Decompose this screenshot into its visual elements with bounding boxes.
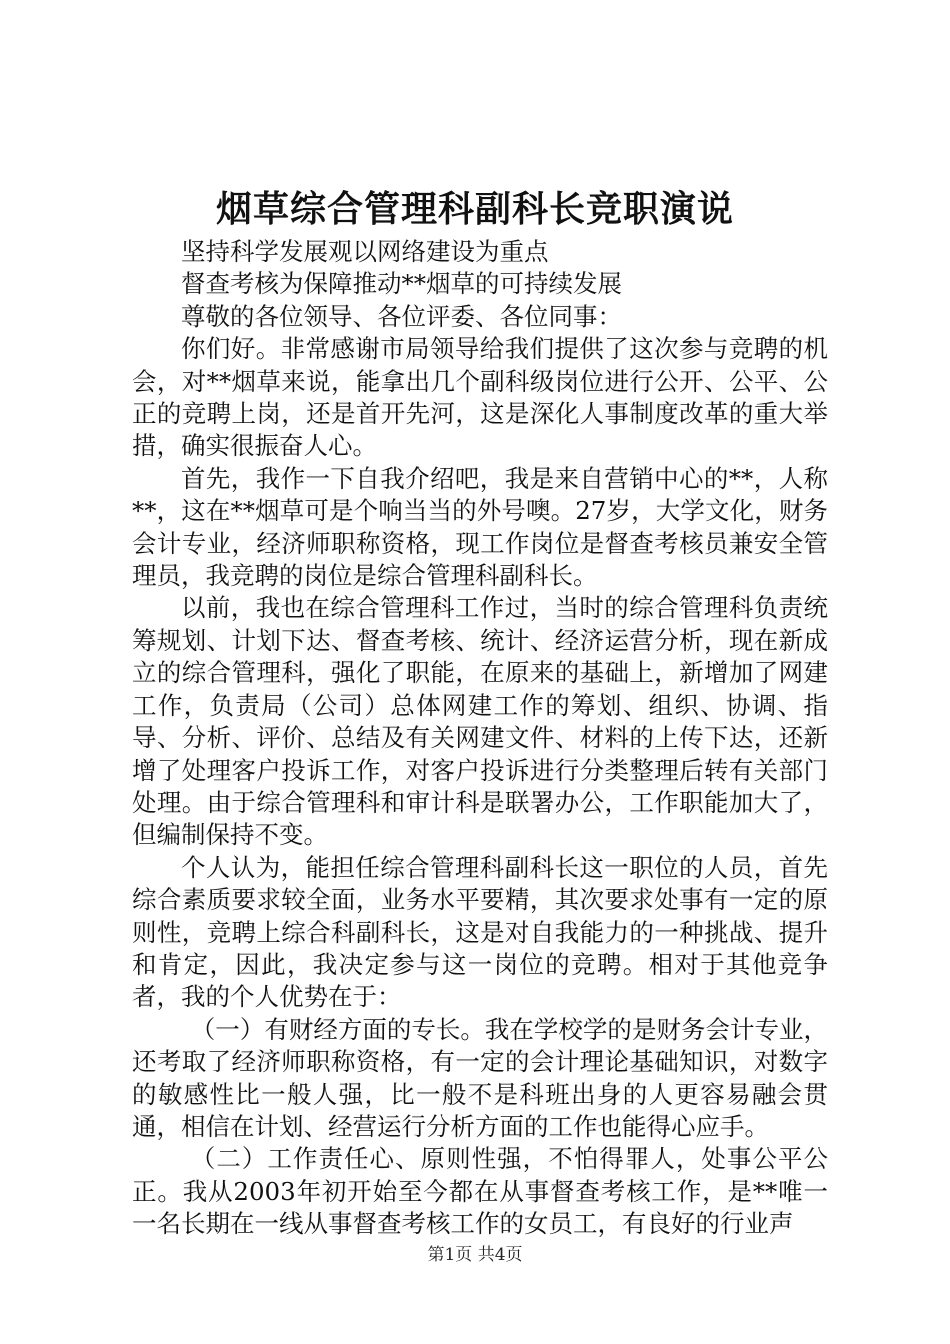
paragraph-advantage-1: （一）有财经方面的专长。我在学校学的是财务会计专业，还考取了经济师职称资格，有一定的会计理论基础知识，对数字的敏感性比一般人强，比一般不是科班出身的人更容易融会贯通，相信在计划、经营运行分析方面的工作也能得心应手。 [132,1014,828,1141]
paragraph-greeting: 你们好。非常感谢市局领导给我们提供了这次参与竞聘的机会，对**烟草来说，能拿出几个副科级岗位进行公开、公平、公正的竞聘上岗，还是首开先河，这是深化人事制度改革的重大举措，确实很振奋人心。 [132,334,828,461]
paragraph-theme-line-1: 坚持科学发展观以网络建设为重点 [181,237,549,266]
document-body [132,236,828,1241]
paragraph-theme-line-2: 督查考核为保障推动**烟草的可持续发展 [181,269,622,299]
paragraph-department-background: 以前，我也在综合管理科工作过，当时的综合管理科负责统筹规划、计划下达、督查考核、统计、经济运营分析，现在新成立的综合管理科，强化了职能，在原来的基础上，新增加了网建工作，负责局（公司）总体网建工作的筹划、组织、协调、指导、分析、评价、总结及有关网建文件、材料的上传下达，还新增了处理客户投诉工作，对客户投诉进行分类整理后转有关部门处理。由于综合管理科和审计科是联署办公，工作职能加大了，但编制保持不变。 [132,593,828,850]
paragraph-position-requirements: 个人认为，能担任综合管理科副科长这一职位的人员，首先综合素质要求较全面，业务水平要精，其次要求处事有一定的原则性，竞聘上综合科副科长，这是对自我能力的一种挑战、提升和肯定，因此，我决定参与这一岗位的竞聘。相对于其他竞争者，我的个人优势在于： [132,852,828,1012]
paragraph-self-introduction: 首先，我作一下自我介绍吧，我是来自营销中心的**，人称**，这在**烟草可是个响当当的外号噢。27岁，大学文化，财务会计专业，经济师职称资格，现工作岗位是督查考核员兼安全管理员，我竞聘的岗位是综合管理科副科长。 [132,463,828,591]
document-title: 烟草综合管理科副科长竞职演说 [215,189,734,230]
paragraph-salutation: 尊敬的各位领导、各位评委、各位同事： [181,301,622,331]
page-number-footer: 第1页 共4页 [427,1245,523,1265]
paragraph-advantage-2: （二）工作责任心、原则性强，不怕得罪人，处事公平公正。我从2003年初开始至今都在从事督查考核工作，是**唯一一名长期在一线从事督查考核工作的女员工，有良好的行业声 [132,1144,828,1239]
